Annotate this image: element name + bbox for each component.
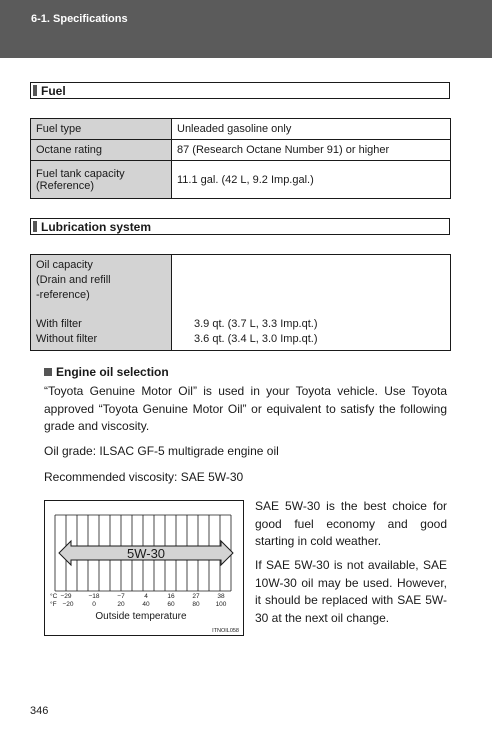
c-tick-label: 4 [144,593,148,600]
c-tick-label: 16 [167,593,175,600]
octane-label: Octane rating [31,140,172,161]
page-number: 346 [30,705,49,717]
lubrication-title-text: Lubrication system [41,220,152,234]
oil-capacity-line: -reference) [36,289,90,301]
c-tick-label: −18 [88,593,100,600]
engine-oil-heading-text: Engine oil selection [56,365,169,379]
f-tick-label: 20 [117,601,125,608]
engine-oil-paragraph: “Toyota Genuine Motor Oil” is used in your Toyota vehicle. Use Toyota approved “Toyota Genuine Motor Oil” or equivalent to satisfy the following grade and viscosity. [44,384,447,433]
oil-grade-text: Oil grade: ILSAC GF-5 multigrade engine oil [44,444,279,458]
figure-code: ITNOIL058 [212,628,239,634]
with-filter-label: With filter [36,318,82,330]
fuel-title-text: Fuel [41,84,66,98]
side-paragraph-1: SAE 5W-30 is the best choice for good fuel economy and good starting in cold weather. [255,499,447,548]
fuel-type-label: Fuel type [31,119,172,140]
fuel-section-title [30,82,450,99]
f-tick-label: 40 [142,601,150,608]
f-unit-label: °F [50,601,57,608]
oil-capacity-table [30,254,451,351]
f-tick-label: −20 [62,601,74,608]
table-row [31,140,451,161]
engine-oil-heading [44,365,169,379]
fuel-table [30,118,451,199]
f-tick-label: 100 [215,601,227,608]
f-tick-label: 80 [192,601,200,608]
c-tick-label: −7 [117,593,125,600]
with-filter-value: 3.9 qt. (3.7 L, 3.3 Imp.qt.) [194,318,318,330]
oil-capacity-line: Oil capacity [36,259,93,271]
section-marker [33,221,37,232]
fuel-type-value: Unleaded gasoline only [172,119,451,140]
page-header [0,0,492,58]
lubrication-section-title [30,218,450,235]
octane-value: 87 (Research Octane Number 91) or higher [172,140,451,161]
c-unit-label: °C [50,593,58,600]
table-row [31,119,451,140]
table-row [31,255,451,351]
section-marker [33,85,37,96]
f-tick-label: 60 [167,601,175,608]
tank-capacity-value: 11.1 gal. (42 L, 9.2 Imp.gal.) [172,161,451,199]
c-tick-label: −29 [60,593,72,600]
figure-caption: Outside temperature [95,611,187,622]
viscosity-chart [44,500,244,636]
oil-capacity-line: (Drain and refill [36,274,111,286]
c-tick-label: 27 [192,593,200,600]
tank-capacity-label: Fuel tank capacity (Reference) [31,161,172,199]
table-row [31,161,451,199]
recommended-viscosity-text: Recommended viscosity: SAE 5W-30 [44,470,244,484]
viscosity-chart-svg [45,501,243,635]
side-paragraph-2: If SAE 5W-30 is not available, SAE 10W-30 oil may be used. However, it should be replaced with SAE 5W-30 at the next oil change. [255,558,447,625]
f-tick-label: 0 [92,601,96,608]
oil-capacity-label [31,255,172,351]
section-title: 6-1. Specifications [31,13,128,25]
bullet-square-icon [44,368,52,376]
band-label: 5W-30 [126,546,166,561]
without-filter-label: Without filter [36,333,98,345]
oil-capacity-values [172,255,451,351]
without-filter-value: 3.6 qt. (3.4 L, 3.0 Imp.qt.) [194,333,318,345]
c-tick-label: 38 [217,593,225,600]
